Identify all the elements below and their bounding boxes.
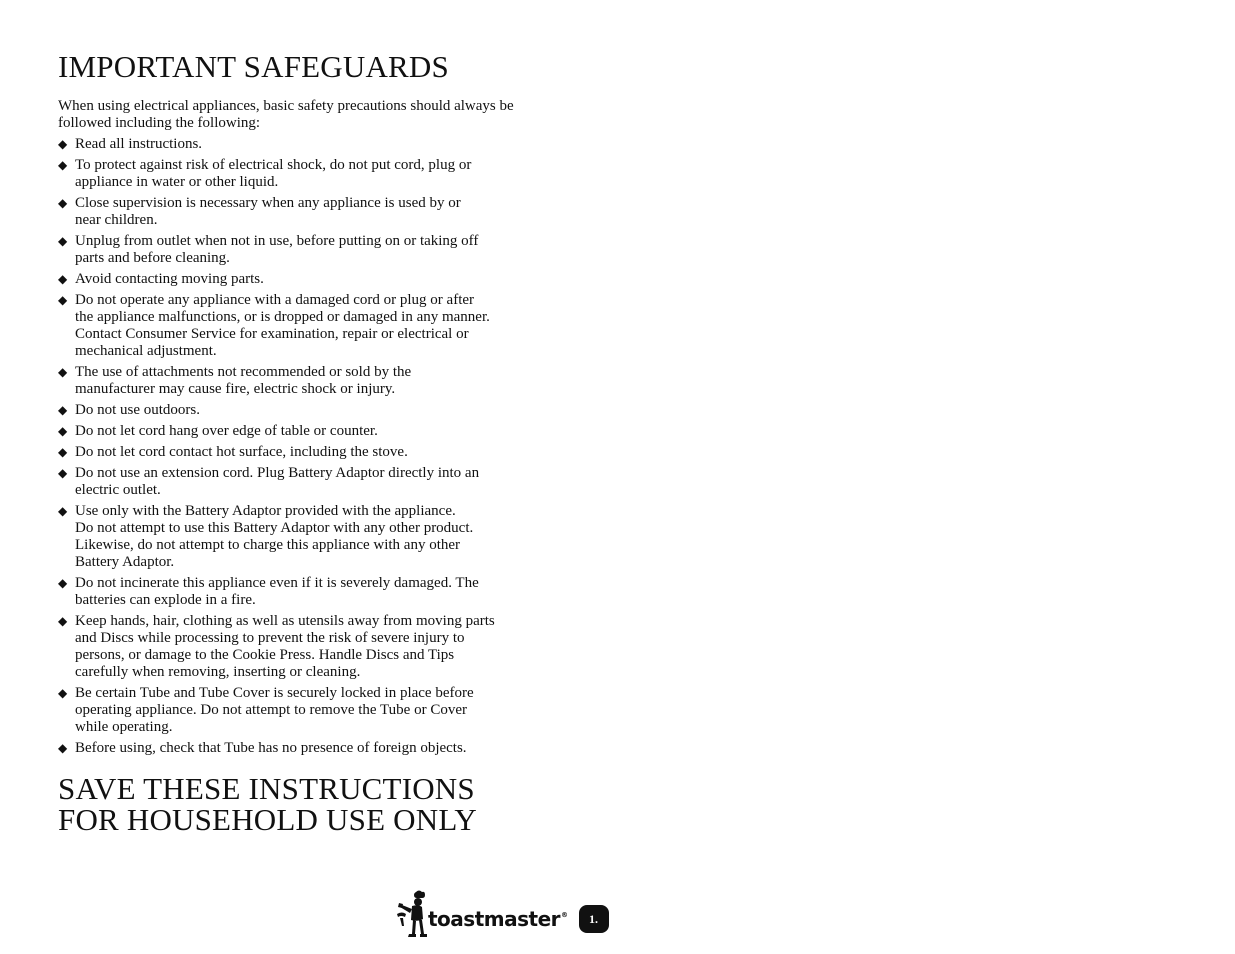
diamond-bullet-icon: ◆ — [58, 576, 68, 590]
diamond-bullet-icon: ◆ — [58, 445, 68, 459]
list-item-text: Do not let cord hang over edge of table or counter. — [75, 423, 378, 439]
list-item — [58, 364, 568, 398]
list-item — [58, 271, 568, 288]
list-item — [58, 465, 568, 499]
list-item — [58, 685, 568, 736]
diamond-bullet-icon: ◆ — [58, 196, 68, 210]
diamond-bullet-icon: ◆ — [58, 234, 68, 248]
list-item-text: Do not use outdoors. — [75, 402, 200, 418]
list-item-text: Do not use an extension cord. Plug Battery Adaptor directly into an electric outlet. — [75, 465, 480, 498]
list-item-text: Before using, check that Tube has no presence of foreign objects. — [75, 740, 467, 756]
list-item — [58, 613, 568, 681]
list-item-text: To protect against risk of electrical shock, do not put cord, plug or appliance in water or other liquid. — [75, 157, 472, 190]
brand-logo — [428, 907, 568, 931]
list-item-text: The use of attachments not recommended or sold by the manufacturer may cause fire, electric shock or injury. — [75, 364, 412, 397]
brand-name: toastmaster — [428, 907, 560, 931]
diamond-bullet-icon: ◆ — [58, 365, 68, 379]
page-number-badge: 1. — [579, 905, 609, 933]
list-item-text: Do not operate any appliance with a damaged cord or plug or after the appliance malfunctions, or is dropped or damaged in any manner. Contact Consumer Service for examination, repair or electrical or mechanical adjustment. — [75, 292, 490, 359]
list-item — [58, 157, 568, 191]
page-footer — [394, 888, 609, 940]
diamond-bullet-icon: ◆ — [58, 158, 68, 172]
diamond-bullet-icon: ◆ — [58, 686, 68, 700]
diamond-bullet-icon: ◆ — [58, 741, 68, 755]
list-item-text: Be certain Tube and Tube Cover is securely locked in place before operating appliance. Do not attempt to remove the Tube or Cover while operating. — [75, 685, 474, 735]
list-item — [58, 233, 568, 267]
list-item — [58, 423, 568, 440]
diamond-bullet-icon: ◆ — [58, 403, 68, 417]
list-item-text: Keep hands, hair, clothing as well as utensils away from moving parts and Discs while processing to prevent the risk of severe injury to persons, or damage to the Cookie Press. Handle Discs and Tips carefully when removing, inserting or cleaning. — [75, 613, 495, 680]
diamond-bullet-icon: ◆ — [58, 614, 68, 628]
list-item-text: Do not let cord contact hot surface, including the stove. — [75, 444, 408, 460]
list-item — [58, 503, 568, 571]
safeguards-list — [58, 136, 568, 757]
list-item — [58, 195, 568, 229]
diamond-bullet-icon: ◆ — [58, 293, 68, 307]
page-title: IMPORTANT SAFEGUARDS — [58, 49, 449, 84]
list-item-text: Unplug from outlet when not in use, before putting on or taking off parts and before cleaning. — [75, 233, 479, 266]
list-item-text: Do not incinerate this appliance even if it is severely damaged. The batteries can explode in a fire. — [75, 575, 479, 608]
diamond-bullet-icon: ◆ — [58, 137, 68, 151]
diamond-bullet-icon: ◆ — [58, 424, 68, 438]
list-item — [58, 402, 568, 419]
list-item-text: Use only with the Battery Adaptor provided with the appliance. Do not attempt to use this Battery Adaptor with any other product. Likewise, do not attempt to charge this appliance with any other Battery Adaptor. — [75, 503, 474, 570]
registered-mark: ® — [561, 911, 568, 919]
chef-mascot-icon — [394, 888, 428, 940]
list-item-text: Close supervision is necessary when any appliance is used by or near children. — [75, 195, 461, 228]
intro-paragraph: When using electrical appliances, basic safety precautions should always be followed including the following: — [58, 98, 514, 131]
diamond-bullet-icon: ◆ — [58, 466, 68, 480]
save-instructions-heading: SAVE THESE INSTRUCTIONS FOR HOUSEHOLD USE ONLY — [58, 771, 477, 837]
list-item — [58, 444, 568, 461]
list-item — [58, 740, 568, 757]
list-item-text: Read all instructions. — [75, 136, 203, 152]
list-item-text: Avoid contacting moving parts. — [75, 271, 264, 287]
list-item — [58, 292, 568, 360]
safeguards-page — [58, 48, 568, 835]
list-item — [58, 575, 568, 609]
list-item — [58, 136, 568, 153]
diamond-bullet-icon: ◆ — [58, 272, 68, 286]
diamond-bullet-icon: ◆ — [58, 504, 68, 518]
